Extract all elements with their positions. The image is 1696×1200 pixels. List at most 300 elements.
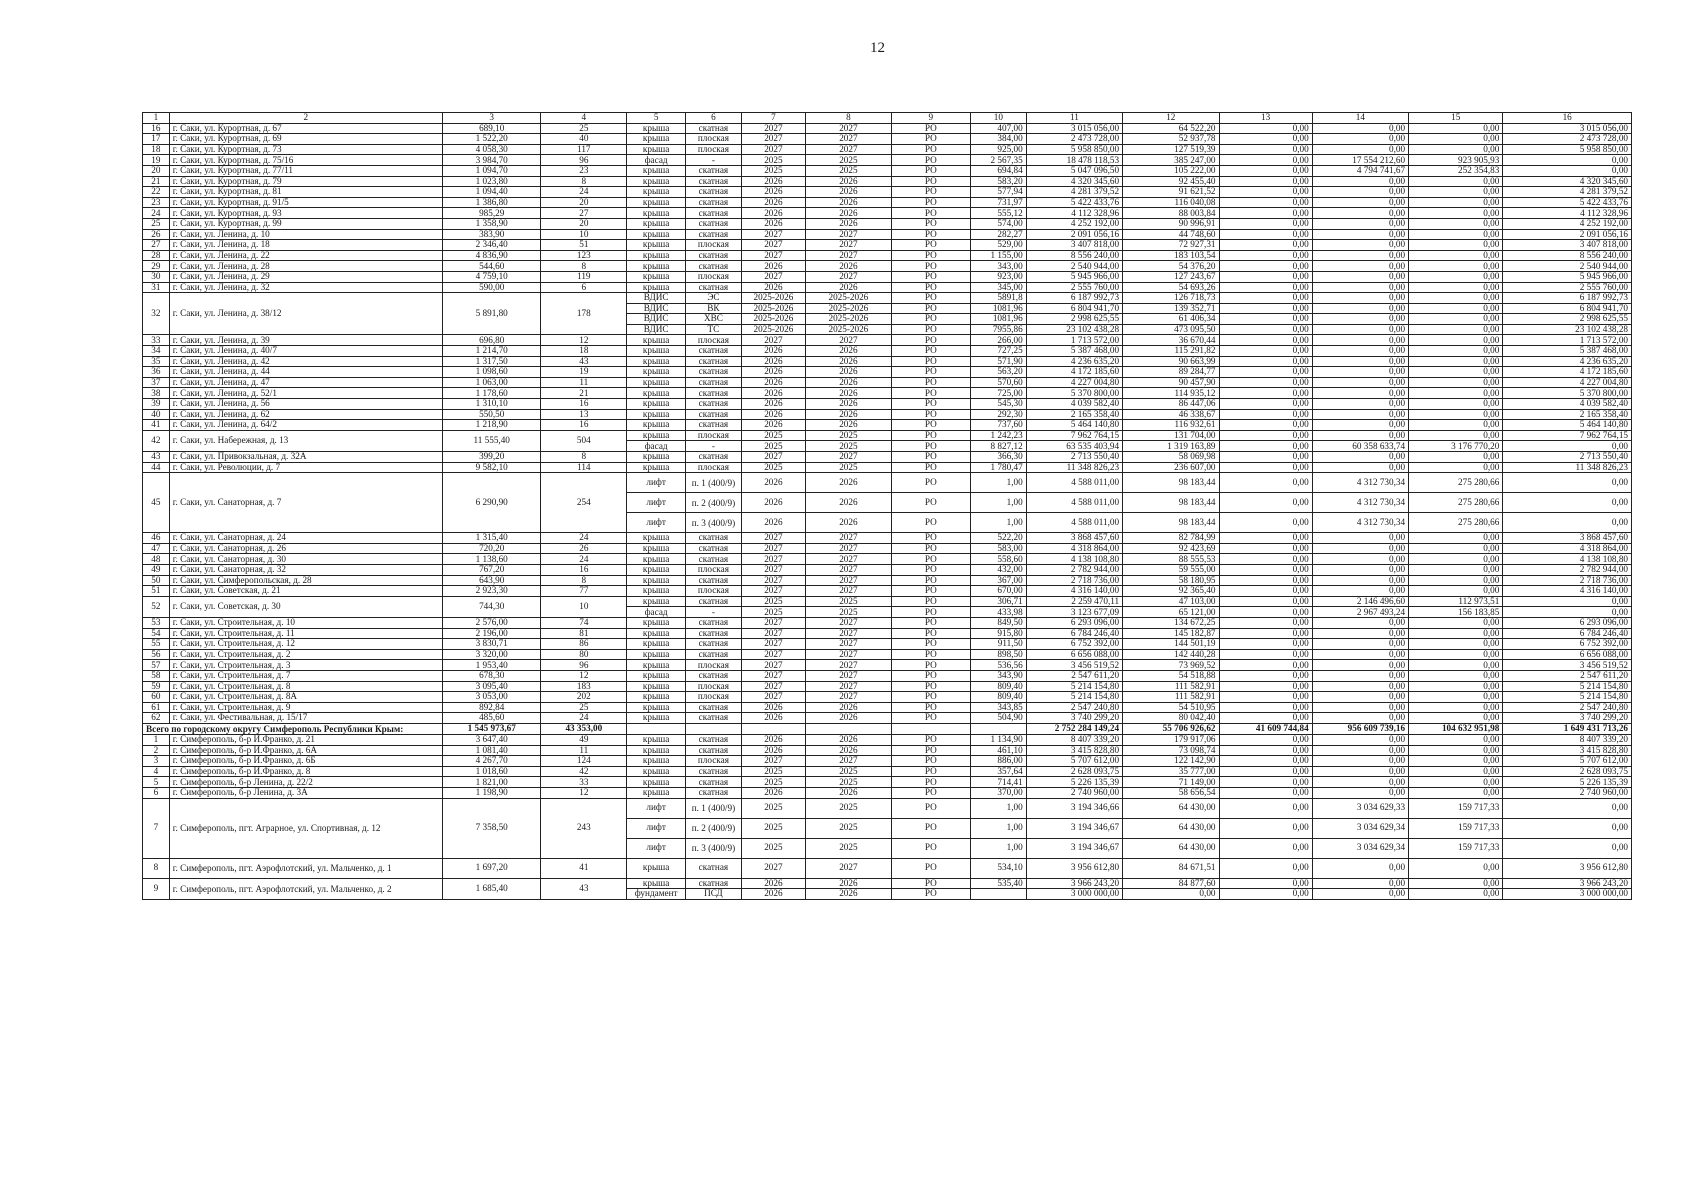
cell: 2027 (741, 575, 805, 586)
cell: 0,00 (1312, 692, 1408, 703)
cell: 574,00 (970, 218, 1026, 229)
cell: 3 407 818,00 (1026, 240, 1122, 251)
table-row (143, 702, 1632, 713)
cell: 0,00 (1312, 713, 1408, 724)
cell: 6 752 392,00 (1026, 639, 1122, 650)
address: г. Саки, ул. Ленина, д. 42 (169, 356, 442, 367)
cell: 1,00 (970, 838, 1026, 858)
residents: 12 (541, 670, 627, 681)
cell: 2 713 550,40 (1503, 452, 1632, 463)
cell: 2026 (806, 187, 892, 198)
address: г. Саки, ул. Фестивальная, д. 15/17 (169, 713, 442, 724)
residents: 24 (541, 187, 627, 198)
row-number: 37 (143, 377, 170, 388)
address: г. Саки, ул. Курортная, д. 75/16 (169, 155, 442, 166)
cell: п. 2 (400/9) (686, 493, 742, 513)
residents: 43 353,00 (541, 723, 627, 734)
cell: 5 422 433,76 (1026, 197, 1122, 208)
address: г. Саки, ул. Ленина, д. 29 (169, 271, 442, 282)
address: г. Саки, ул. Ленина, д. 28 (169, 261, 442, 272)
address: г. Саки, ул. Ленина, д. 52/1 (169, 388, 442, 399)
cell: РО (891, 670, 970, 681)
cell: 2025-2026 (741, 324, 805, 335)
cell: 2026 (741, 409, 805, 420)
cell: 266,00 (970, 335, 1026, 346)
cell: 3 176 770,20 (1409, 441, 1503, 452)
cell: 114 935,12 (1123, 388, 1219, 399)
row-number: 49 (143, 564, 170, 575)
cell: крыша (627, 617, 686, 628)
cell: крыша (627, 596, 686, 607)
cell: 36 670,44 (1123, 335, 1219, 346)
area: 544,60 (442, 261, 541, 272)
table-row (143, 713, 1632, 724)
table-row (143, 356, 1632, 367)
cell: крыша (627, 197, 686, 208)
cell: - (686, 155, 742, 166)
address: г. Саки, ул. Курортная, д. 79 (169, 176, 442, 187)
cell: 5 214 154,80 (1503, 681, 1632, 692)
table-row (143, 176, 1632, 187)
column-header: 10 (970, 113, 1026, 124)
cell: плоская (686, 692, 742, 703)
cell: 3 415 828,80 (1026, 745, 1122, 756)
cell: 0,00 (1312, 229, 1408, 240)
cell: 44 748,60 (1123, 229, 1219, 240)
table-row (143, 745, 1632, 756)
cell: 2026 (806, 197, 892, 208)
cell: 2 998 625,55 (1503, 314, 1632, 325)
cell: 3 194 346,66 (1026, 798, 1122, 818)
area: 9 582,10 (442, 462, 541, 473)
cell: 2027 (741, 692, 805, 703)
cell: п. 3 (400/9) (686, 838, 742, 858)
cell: РО (891, 218, 970, 229)
cell: 41 609 744,84 (1219, 723, 1312, 734)
row-number: 27 (143, 240, 170, 251)
cell: 5 945 966,00 (1026, 271, 1122, 282)
cell: РО (891, 702, 970, 713)
cell: плоская (686, 430, 742, 441)
cell: 2025 (806, 766, 892, 777)
cell: 2027 (806, 250, 892, 261)
table-row (143, 766, 1632, 777)
cell: 2026 (741, 388, 805, 399)
cell: 11 348 826,23 (1503, 462, 1632, 473)
cell: 2 718 736,00 (1503, 575, 1632, 586)
area: 1 685,40 (442, 878, 541, 899)
cell: 90 457,90 (1123, 377, 1219, 388)
address: г. Саки, ул. Строительная, д. 2 (169, 649, 442, 660)
address: г. Саки, ул. Ленина, д. 38/12 (169, 293, 442, 335)
cell: 2 547 240,80 (1026, 702, 1122, 713)
row-number: 56 (143, 649, 170, 660)
cell: 4 316 140,00 (1026, 586, 1122, 597)
table-row (143, 639, 1632, 650)
cell: скатная (686, 367, 742, 378)
row-number: 7 (143, 798, 170, 858)
table-row (143, 692, 1632, 703)
cell: 3 407 818,00 (1503, 240, 1632, 251)
cell: 98 183,44 (1123, 513, 1219, 533)
column-header: 14 (1312, 113, 1408, 124)
row-number: 36 (143, 367, 170, 378)
cell: 0,00 (1219, 123, 1312, 134)
cell: 2027 (806, 240, 892, 251)
cell: 306,71 (970, 596, 1026, 607)
cell: 90 663,99 (1123, 356, 1219, 367)
cell: 886,00 (970, 756, 1026, 767)
cell: 2027 (806, 670, 892, 681)
cell: скатная (686, 187, 742, 198)
cell: 2 091 056,16 (1026, 229, 1122, 240)
cell: 0,00 (1219, 303, 1312, 314)
cell: 2026 (741, 208, 805, 219)
cell: 3 868 457,60 (1026, 533, 1122, 544)
cell: 145 182,87 (1123, 628, 1219, 639)
column-header: 9 (891, 113, 970, 124)
cell: 115 291,82 (1123, 346, 1219, 357)
table-row (143, 533, 1632, 544)
cell: крыша (627, 218, 686, 229)
row-number: 34 (143, 346, 170, 357)
cell: 5891,8 (970, 293, 1026, 304)
cell: 2026 (806, 513, 892, 533)
cell: 0,00 (1312, 324, 1408, 335)
cell: 4 172 185,60 (1503, 367, 1632, 378)
cell: 2025 (741, 777, 805, 788)
cell: 2025 (741, 607, 805, 618)
cell: 88 555,53 (1123, 554, 1219, 565)
cell: 809,40 (970, 681, 1026, 692)
address: г. Саки, ул. Строительная, д. 8А (169, 692, 442, 703)
cell: 65 121,00 (1123, 607, 1219, 618)
address: г. Саки, ул. Строительная, д. 10 (169, 617, 442, 628)
cell: 345,00 (970, 282, 1026, 293)
cell: 0,00 (1219, 367, 1312, 378)
cell: РО (891, 713, 970, 724)
area: 689,10 (442, 123, 541, 134)
row-number: 19 (143, 155, 170, 166)
cell: 2027 (741, 240, 805, 251)
cell: 737,60 (970, 420, 1026, 431)
table-row (143, 346, 1632, 357)
address: г. Саки, ул. Санаторная, д. 26 (169, 543, 442, 554)
residents: 43 (541, 878, 627, 899)
cell: 504,90 (970, 713, 1026, 724)
area: 1 821,00 (442, 777, 541, 788)
cell: 122 142,90 (1123, 756, 1219, 767)
cell: 0,00 (1312, 533, 1408, 544)
row-number: 54 (143, 628, 170, 639)
cell: 2 473 728,00 (1503, 134, 1632, 145)
cell: 0,00 (1219, 787, 1312, 798)
cell: крыша (627, 261, 686, 272)
cell: 5 214 154,80 (1026, 681, 1122, 692)
cell: 0,00 (1219, 229, 1312, 240)
cell: 2 740 960,00 (1026, 787, 1122, 798)
cell: 1 713 572,00 (1026, 335, 1122, 346)
cell: 3 034 629,33 (1312, 798, 1408, 818)
cell: 55 706 926,62 (1123, 723, 1219, 734)
cell: 0,00 (1312, 409, 1408, 420)
cell: 4 794 741,67 (1312, 165, 1408, 176)
cell: крыша (627, 670, 686, 681)
cell: 3 456 519,52 (1026, 660, 1122, 671)
cell: крыша (627, 409, 686, 420)
cell: 2026 (806, 176, 892, 187)
cell: 2027 (741, 586, 805, 597)
cell: 84 671,51 (1123, 858, 1219, 878)
cell: скатная (686, 346, 742, 357)
table-row (143, 165, 1632, 176)
cell: 5 422 433,76 (1503, 197, 1632, 208)
cell: крыша (627, 346, 686, 357)
cell: скатная (686, 639, 742, 650)
cell: 0,00 (1219, 670, 1312, 681)
area: 1 317,50 (442, 356, 541, 367)
cell: скатная (686, 176, 742, 187)
table-row (143, 554, 1632, 565)
cell: 54 693,26 (1123, 282, 1219, 293)
cell: 179 917,06 (1123, 734, 1219, 745)
cell: 3 740 299,20 (1026, 713, 1122, 724)
cell: 4 318 864,00 (1026, 543, 1122, 554)
residents: 12 (541, 787, 627, 798)
cell: 3 966 243,20 (1026, 878, 1122, 889)
column-header: 2 (169, 113, 442, 124)
column-header: 16 (1503, 113, 1632, 124)
cell: 4 316 140,00 (1503, 586, 1632, 597)
table-row (143, 787, 1632, 798)
cell: крыша (627, 430, 686, 441)
cell: 0,00 (1219, 473, 1312, 493)
row-number: 55 (143, 639, 170, 650)
area: 383,90 (442, 229, 541, 240)
cell: РО (891, 197, 970, 208)
cell: 0,00 (1219, 282, 1312, 293)
address: г. Симферополь, б-р Ленина, д. 22/2 (169, 777, 442, 788)
address: г. Саки, ул. Ленина, д. 47 (169, 377, 442, 388)
cell: 2027 (806, 134, 892, 145)
cell: 2026 (741, 346, 805, 357)
address: г. Саки, ул. Курортная, д. 81 (169, 187, 442, 198)
cell: 0,00 (1219, 208, 1312, 219)
cell: 2025 (806, 165, 892, 176)
cell: 139 352,71 (1123, 303, 1219, 314)
residents: 8 (541, 575, 627, 586)
table-row (143, 878, 1632, 889)
area: 1 094,70 (442, 165, 541, 176)
cell: 4 138 108,80 (1503, 554, 1632, 565)
cell: 3 956 612,80 (1503, 858, 1632, 878)
cell: 0,00 (1312, 575, 1408, 586)
cell: РО (891, 777, 970, 788)
cell: крыша (627, 692, 686, 703)
cell: 0,00 (1312, 250, 1408, 261)
cell: 35 777,00 (1123, 766, 1219, 777)
cell: 2026 (806, 420, 892, 431)
residents: 20 (541, 218, 627, 229)
cell: 536,56 (970, 660, 1026, 671)
cell: 2027 (741, 144, 805, 155)
residents: 504 (541, 430, 627, 451)
cell: 1081,96 (970, 314, 1026, 325)
area: 3 830,71 (442, 639, 541, 650)
cell: лифт (627, 838, 686, 858)
cell: РО (891, 798, 970, 818)
cell: скатная (686, 218, 742, 229)
residents: 8 (541, 261, 627, 272)
cell: 0,00 (1409, 554, 1503, 565)
cell: 5 047 096,50 (1026, 165, 1122, 176)
area: 643,90 (442, 575, 541, 586)
cell: 545,30 (970, 399, 1026, 410)
cell: п. 1 (400/9) (686, 798, 742, 818)
cell: 2 547 611,20 (1026, 670, 1122, 681)
table-row (143, 734, 1632, 745)
cell: 0,00 (1312, 144, 1408, 155)
cell: 343,00 (970, 261, 1026, 272)
cell: 0,00 (1123, 889, 1219, 900)
cell: 0,00 (1219, 462, 1312, 473)
cell: 92 455,40 (1123, 176, 1219, 187)
cell: 0,00 (1219, 240, 1312, 251)
cell: 6 187 992,73 (1503, 293, 1632, 304)
cell: скатная (686, 165, 742, 176)
cell: 2 628 093,75 (1026, 766, 1122, 777)
cell: 0,00 (1409, 430, 1503, 441)
area: 1 386,80 (442, 197, 541, 208)
cell: 2027 (806, 628, 892, 639)
cell: РО (891, 452, 970, 463)
cell: 2 165 358,40 (1026, 409, 1122, 420)
cell: скатная (686, 766, 742, 777)
cell: 126 718,73 (1123, 293, 1219, 304)
cell: 461,10 (970, 745, 1026, 756)
cell: крыша (627, 745, 686, 756)
cell: 2025 (741, 430, 805, 441)
cell: 6 752 392,00 (1503, 639, 1632, 650)
table-row (143, 271, 1632, 282)
cell: РО (891, 293, 970, 304)
area: 1 315,40 (442, 533, 541, 544)
cell: - (686, 607, 742, 618)
cell: 2027 (806, 554, 892, 565)
cell: скатная (686, 409, 742, 420)
cell: РО (891, 493, 970, 513)
cell: 2027 (806, 586, 892, 597)
cell: крыша (627, 564, 686, 575)
residents: 117 (541, 144, 627, 155)
row-number: 51 (143, 586, 170, 597)
page-number: 12 (870, 40, 885, 56)
cell: 366,30 (970, 452, 1026, 463)
residents: 202 (541, 692, 627, 703)
cell: 1,00 (970, 493, 1026, 513)
cell: 2025 (741, 596, 805, 607)
address: г. Саки, ул. Санаторная, д. 32 (169, 564, 442, 575)
cell: 5 214 154,80 (1503, 692, 1632, 703)
cell: 0,00 (1219, 692, 1312, 703)
cell: 5 958 850,00 (1026, 144, 1122, 155)
cell: 2025-2026 (806, 303, 892, 314)
cell: 2025-2026 (741, 293, 805, 304)
column-header-row (143, 113, 1632, 124)
cell: 159 717,33 (1409, 798, 1503, 818)
cell: 0,00 (1219, 144, 1312, 155)
cell: 2026 (806, 388, 892, 399)
cell: РО (891, 303, 970, 314)
cell: 0,00 (1219, 346, 1312, 357)
address: г. Саки, ул. Строительная, д. 11 (169, 628, 442, 639)
cell: 4 112 328,96 (1503, 208, 1632, 219)
cell: 385 247,00 (1123, 155, 1219, 166)
address: г. Саки, ул. Курортная, д. 91/5 (169, 197, 442, 208)
residents: 74 (541, 617, 627, 628)
cell: 2026 (741, 493, 805, 513)
cell: 2 967 493,24 (1312, 607, 1408, 618)
area: 767,20 (442, 564, 541, 575)
cell: скатная (686, 197, 742, 208)
area: 696,80 (442, 335, 541, 346)
cell: РО (891, 123, 970, 134)
residents: 23 (541, 165, 627, 176)
area: 485,60 (442, 713, 541, 724)
residents: 11 (541, 745, 627, 756)
cell: 0,00 (1409, 123, 1503, 134)
row-number: 16 (143, 123, 170, 134)
cell: 2026 (806, 399, 892, 410)
cell: 563,20 (970, 367, 1026, 378)
cell: 0,00 (1312, 745, 1408, 756)
cell: 3 740 299,20 (1503, 713, 1632, 724)
area: 1 198,90 (442, 787, 541, 798)
table-row (143, 144, 1632, 155)
table-row (143, 208, 1632, 219)
address: г. Саки, ул. Строительная, д. 12 (169, 639, 442, 650)
cell: 134 672,25 (1123, 617, 1219, 628)
cell: 2025-2026 (741, 314, 805, 325)
cell: плоская (686, 564, 742, 575)
cell: 2027 (806, 452, 892, 463)
cell: ВДИС (627, 314, 686, 325)
cell: 127 243,67 (1123, 271, 1219, 282)
cell: 111 582,91 (1123, 681, 1219, 692)
address: г. Саки, ул. Ленина, д. 40/7 (169, 346, 442, 357)
cell: 5 464 140,80 (1503, 420, 1632, 431)
cell: 2026 (741, 218, 805, 229)
table-row (143, 473, 1632, 493)
cell: 473 095,50 (1123, 324, 1219, 335)
cell: 0,00 (1409, 282, 1503, 293)
residents: 20 (541, 197, 627, 208)
cell: крыша (627, 639, 686, 650)
cell: 0,00 (1312, 639, 1408, 650)
cell: 3 415 828,80 (1503, 745, 1632, 756)
cell: РО (891, 462, 970, 473)
row-number: 22 (143, 187, 170, 198)
cell: 3 956 612,80 (1026, 858, 1122, 878)
row-number: 30 (143, 271, 170, 282)
column-header: 3 (442, 113, 541, 124)
cell: 0,00 (1219, 766, 1312, 777)
row-number: 58 (143, 670, 170, 681)
cell: 0,00 (1409, 858, 1503, 878)
cell: ХВС (686, 314, 742, 325)
cell: 0,00 (1409, 240, 1503, 251)
cell: 0,00 (1219, 134, 1312, 145)
